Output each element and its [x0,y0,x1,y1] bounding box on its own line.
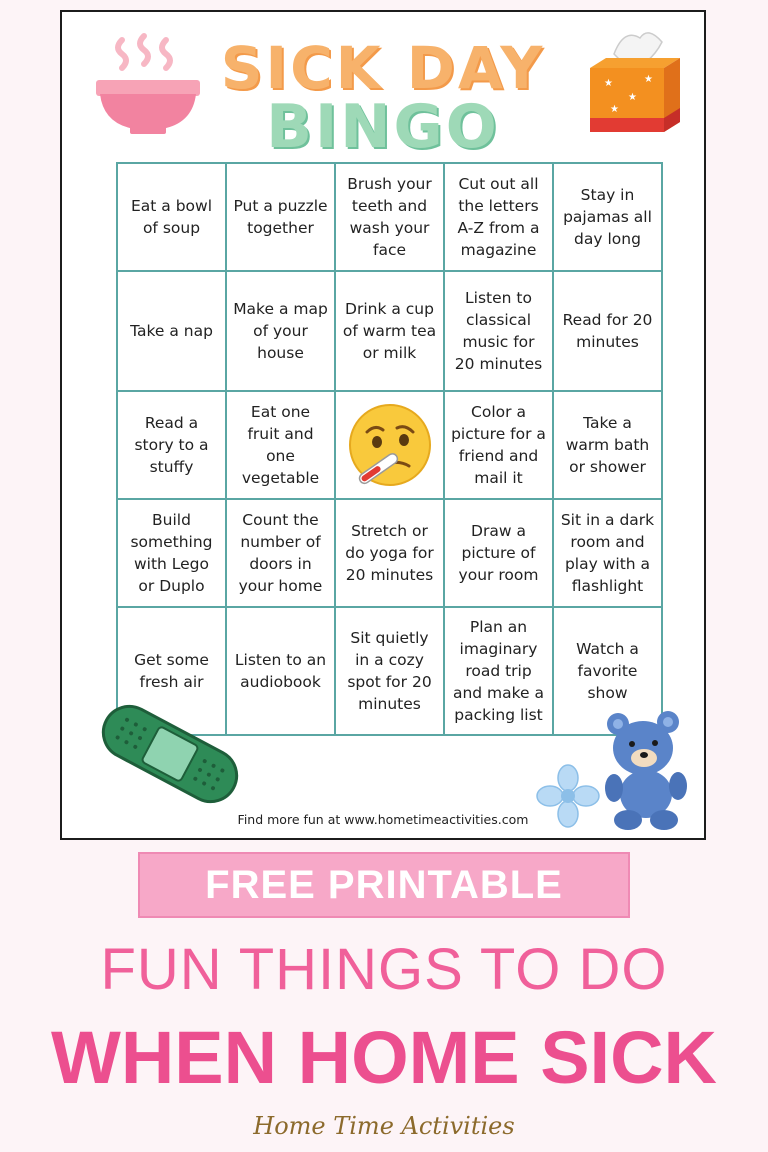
bingo-cell [554,392,663,500]
bingo-cell-text: Color a picture for a friend and mail it [451,403,546,487]
bingo-cell [336,608,445,736]
bingo-cell [445,272,554,392]
title-bingo: BINGO [266,92,500,162]
svg-text:★: ★ [604,78,613,89]
tissue-box-icon [584,24,684,142]
bingo-cell-text: Sit in a dark room and play with a flashlight [560,511,655,595]
bingo-cell-text: Put a puzzle together [233,197,328,237]
headline-fun-things: FUN THINGS TO DO [100,937,668,1002]
bingo-cell-text: Get some fresh air [134,651,209,691]
bingo-cell [554,164,663,272]
bingo-cell-free-space [336,392,445,500]
bingo-worksheet [60,10,706,840]
bandage-icon [92,698,248,810]
bingo-cell-text: Watch a favorite show [576,640,639,702]
bingo-cell-text: Listen to an audiobook [234,651,327,691]
bingo-cell-text: Brush your teeth and wash your face [347,175,432,259]
bingo-cell [227,500,336,608]
footer-website: Find more fun at www.hometimeactivities.com [237,812,529,827]
bingo-cell [118,500,227,608]
bingo-cell-text: Eat one fruit and one vegetable [241,403,320,487]
bingo-cell [445,164,554,272]
bingo-cell-text: Read for 20 minutes [562,311,653,351]
brand-name: Home Time Activities [253,1112,515,1140]
bingo-cell-text: Sit quietly in a cozy spot for 20 minutes [347,629,432,713]
bingo-cell [445,392,554,500]
bingo-cell [336,500,445,608]
bingo-grid [116,162,663,736]
bingo-cell [445,500,554,608]
bingo-cell-text: Read a story to a stuffy [134,414,209,476]
bingo-cell [336,272,445,392]
soup-bowl-icon [92,30,204,136]
bingo-cell [227,392,336,500]
bingo-cell [554,500,663,608]
bingo-cell-text: Stay in pajamas all day long [563,186,652,248]
bingo-cell-text: Plan an imaginary road trip and make a packing list [452,618,545,724]
svg-text:★: ★ [628,92,637,103]
bingo-cell-text: Stretch or do yoga for 20 minutes [345,522,434,584]
title-sick-day: SICK DAY [220,34,546,102]
bingo-cell [118,392,227,500]
bingo-cell [227,272,336,392]
bingo-cell [118,164,227,272]
bingo-cell-text: Cut out all the letters A-Z from a magazine [457,175,540,259]
bingo-cell-text: Build something with Lego or Duplo [130,511,213,595]
bingo-cell-text: Eat a bowl of soup [130,197,213,237]
free-printable-banner: FREE PRINTABLE [138,852,630,918]
bingo-cell-text: Make a map of your house [233,300,328,362]
sick-face-thermometer-icon [347,402,433,488]
bingo-cell-text: Count the number of doors in your home [238,511,323,595]
svg-text:★: ★ [644,74,653,85]
bingo-cell-text: Take a nap [130,322,213,340]
bingo-cell [336,164,445,272]
bingo-cell [118,272,227,392]
svg-text:★: ★ [610,104,619,115]
bingo-cell [227,164,336,272]
bingo-cell-text: Listen to classical music for 20 minutes [454,289,543,373]
bingo-cell [445,608,554,736]
bingo-cell [554,272,663,392]
bingo-cell-text: Take a warm bath or shower [565,414,650,476]
bingo-cell-text: Draw a picture of your room [458,522,539,584]
headline-when-home-sick: WHEN HOME SICK [51,1016,717,1099]
bingo-cell-text: Drink a cup of warm tea or milk [342,300,437,362]
